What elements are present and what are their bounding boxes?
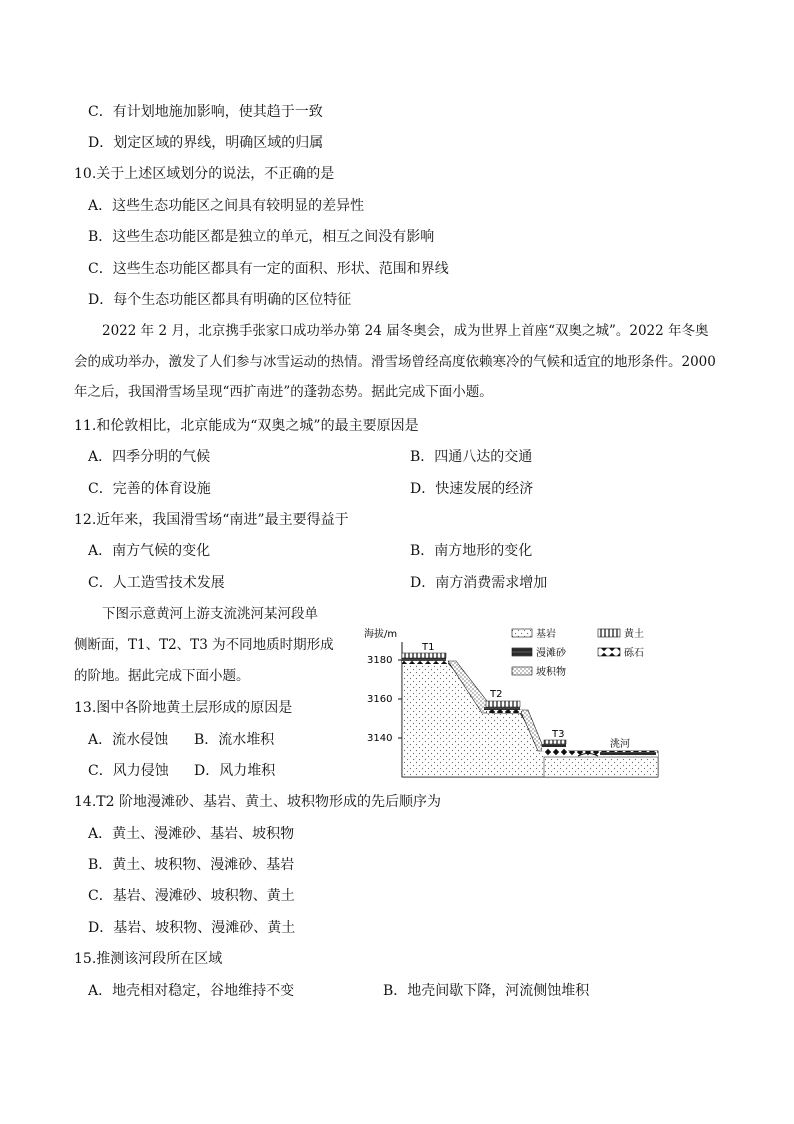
q10-option-c: C．这些生态功能区都具有一定的面积、形状、范围和界线: [88, 261, 449, 277]
q12-option-c: C．人工造雪技术发展: [88, 575, 225, 591]
passage2-line2: 侧断面，T1、T2、T3 为不同地质时期形成: [74, 637, 334, 653]
legend-swatch-gravel: [598, 648, 620, 656]
passage-winter-olympics: [74, 316, 722, 408]
q15-option-b: B．地壳间歇下降，河流侧蚀堆积: [383, 983, 590, 999]
q13-option-d: D．风力堆积: [194, 763, 276, 779]
q14-stem: 14.T2 阶地漫滩砂、基岩、黄土、坡积物形成的先后顺序为: [74, 794, 441, 810]
q15-option-a: A．地壳相对稳定，谷地维持不变: [88, 983, 295, 999]
terrace-label-t2: T2: [490, 689, 503, 700]
q14-option-c: C．基岩、漫滩砂、坡积物、黄土: [88, 888, 295, 904]
t3-gravel: [542, 747, 568, 751]
q11-option-c: C．完善的体育设施: [88, 481, 211, 497]
legend-label-floodplain-sand: 漫滩砂: [536, 648, 566, 659]
legend-swatch-loess: [598, 629, 620, 637]
q12-option-d: D．南方消费需求增加: [410, 575, 548, 591]
q14-option-b: B．黄土、坡积物、漫滩砂、基岩: [88, 857, 295, 873]
t2-loess: [486, 701, 520, 707]
terrace-label-t1: T1: [422, 642, 435, 653]
q10-option-d: D．每个生态功能区都具有明确的区位特征: [88, 292, 352, 308]
passage1-line1: 2022 年 2 月，北京携手张家口成功举办第 24 届冬奥会，成为世界上首座“双奥之城”。2022 年冬奥: [102, 323, 709, 339]
q13-option-c: C．风力侵蚀: [88, 763, 169, 779]
legend-label-colluvium: 坡积物: [536, 667, 566, 678]
terrace-label-t3: T3: [552, 729, 565, 740]
river-terrace-cross-section: [352, 620, 672, 780]
legend-swatch-colluvium: [512, 667, 532, 675]
passage2-line1: 下图示意黄河上游支流洮河某河段单: [102, 606, 318, 622]
river-sand: [600, 752, 656, 755]
q11-option-b: B．四通八达的交通: [410, 449, 533, 465]
q11-option-d: D．快速发展的经济: [410, 481, 534, 497]
tick-label-3180: 3180: [367, 655, 393, 666]
q11-stem: 11.和伦敦相比，北京能成为“双奥之城”的最主要原因是: [74, 418, 419, 434]
q10-option-b: B．这些生态功能区都是独立的单元，相互之间没有影响: [88, 229, 435, 245]
legend-swatch-bedrock: [512, 629, 532, 637]
legend-swatch-floodplain-sand: [512, 648, 532, 656]
q10-option-a: A．这些生态功能区之间具有较明显的差异性: [88, 198, 365, 214]
q12-option-b: B．南方地形的变化: [410, 543, 533, 559]
legend-label-bedrock: 基岩: [536, 629, 556, 640]
q13-stem: 13.图中各阶地黄土层形成的原因是: [74, 700, 293, 716]
passage1-line3: 年之后，我国滑雪场呈现“西扩南进”的蓬勃态势。据此完成下面小题。: [74, 384, 493, 400]
legend-label-gravel: 砾石: [624, 648, 644, 659]
tick-label-3140: 3140: [367, 733, 393, 744]
q11-option-a: A．四季分明的气候: [88, 449, 211, 465]
q12-stem: 12.近年来，我国滑雪场“南进”最主要得益于: [74, 512, 349, 528]
q9-option-d: D．划定区域的界线，明确区域的归属: [88, 135, 324, 151]
passage-tao-river: [74, 599, 344, 692]
q10-stem: 10.关于上述区域划分的说法，不正确的是: [74, 166, 335, 182]
y-axis-label: 海拔/m: [364, 629, 398, 640]
tick-label-3160: 3160: [367, 694, 393, 705]
q12-option-a: A．南方气候的变化: [88, 543, 211, 559]
passage2-line3: 的阶地。据此完成下面小题。: [74, 668, 250, 684]
q13-option-b: B．流水堆积: [194, 732, 275, 748]
t2-gravel: [486, 710, 522, 713]
t1-gravel: [402, 661, 448, 664]
t1-loess: [402, 653, 446, 658]
q14-option-d: D．基岩、坡积物、漫滩砂、黄土: [88, 920, 296, 936]
t3-floodplain-sand: [542, 744, 566, 747]
q13-option-a: A．流水侵蚀: [88, 732, 169, 748]
river-label: 洮河: [610, 739, 630, 750]
q9-option-c: C．有计划地施加影响，使其趋于一致: [88, 104, 323, 120]
passage1-line2: 会的成功举办，激发了人们参与冰雪运动的热情。滑雪场曾经高度依赖寒冷的气候和适宜的地形条件。2000: [74, 353, 716, 370]
q14-option-a: A．黄土、漫滩砂、基岩、坡积物: [88, 826, 295, 842]
legend-label-loess: 黄土: [624, 629, 644, 640]
t2-floodplain-sand: [484, 707, 520, 710]
channel-bedrock: [544, 757, 658, 777]
q15-stem: 15.推测该河段所在区域: [74, 951, 223, 967]
t1-floodplain-sand: [402, 658, 446, 661]
t3-loess: [544, 740, 566, 744]
